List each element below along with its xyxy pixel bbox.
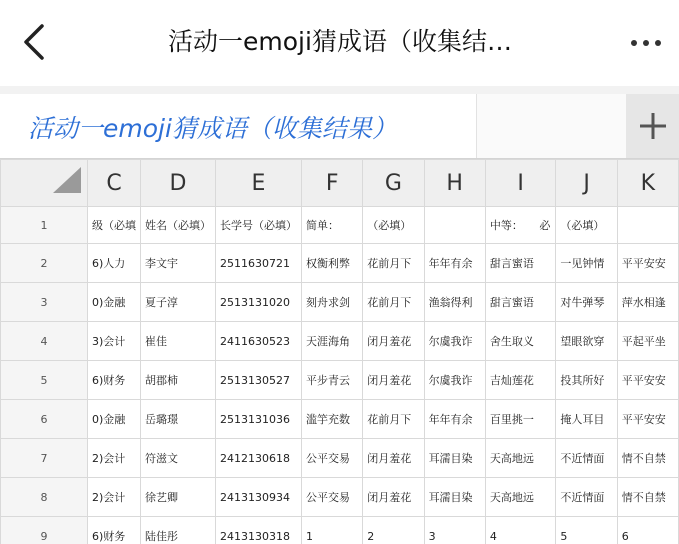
table-cell[interactable]: 对牛弹琴 (556, 283, 617, 322)
table-cell[interactable]: 萍水相逢 (617, 283, 678, 322)
row-header[interactable]: 4 (1, 322, 88, 361)
table-cell[interactable]: 平起平坐 (617, 322, 678, 361)
spreadsheet-table (0, 159, 679, 544)
table-cell[interactable]: 李文宇 (141, 244, 216, 283)
table-row (1, 244, 679, 283)
table-cell[interactable]: （必填） (556, 207, 617, 244)
table-cell[interactable]: 2411630523 (216, 322, 302, 361)
table-cell[interactable]: 胡郡柿 (141, 361, 216, 400)
chevron-left-icon[interactable] (18, 22, 52, 62)
table-cell[interactable]: 尔虞我诈 (424, 322, 485, 361)
row-header[interactable]: 5 (1, 361, 88, 400)
table-cell[interactable]: 花前月下 (363, 244, 424, 283)
table-cell[interactable]: 天高地远 (485, 439, 556, 478)
row-header[interactable]: 1 (1, 207, 88, 244)
table-cell[interactable]: 吉灿莲花 (485, 361, 556, 400)
sheet-tab[interactable] (0, 94, 477, 158)
table-cell[interactable]: 尔虞我诈 (424, 361, 485, 400)
table-cell[interactable]: 情不自禁 (617, 439, 678, 478)
table-cell[interactable]: 滥竽充数 (302, 400, 363, 439)
table-row (1, 439, 679, 478)
table-cell[interactable]: 2513131020 (216, 283, 302, 322)
table-cell[interactable]: 平平安安 (617, 400, 678, 439)
table-cell[interactable]: 不近情面 (556, 439, 617, 478)
table-cell[interactable]: 2511630721 (216, 244, 302, 283)
table-cell[interactable]: 中等： 必 (485, 207, 556, 244)
table-cell[interactable]: 甜言蜜语 (485, 283, 556, 322)
table-cell[interactable]: 花前月下 (363, 283, 424, 322)
sheet-tab-label: 活动一emoji猜成语（收集结果） (28, 109, 397, 145)
table-cell[interactable]: 一见钟情 (556, 244, 617, 283)
table-cell[interactable]: 年年有余 (424, 244, 485, 283)
table-cell[interactable]: 4 (485, 517, 556, 544)
table-row (1, 478, 679, 517)
table-cell[interactable]: 闭月羞花 (363, 478, 424, 517)
table-cell[interactable]: 崔佳 (141, 322, 216, 361)
table-cell[interactable]: 夏子淳 (141, 283, 216, 322)
table-cell[interactable]: 掩人耳目 (556, 400, 617, 439)
table-cell[interactable]: （必填） (363, 207, 424, 244)
table-cell[interactable]: 百里挑一 (485, 400, 556, 439)
table-cell[interactable]: 徐艺卿 (141, 478, 216, 517)
table-cell[interactable]: 2412130618 (216, 439, 302, 478)
table-cell[interactable]: 0)金融 (88, 283, 141, 322)
table-cell[interactable]: 平平安安 (617, 244, 678, 283)
column-header-f[interactable]: F (302, 160, 363, 207)
table-cell[interactable]: 甜言蜜语 (485, 244, 556, 283)
row-header[interactable]: 8 (1, 478, 88, 517)
table-cell[interactable]: 6)财务 (88, 361, 141, 400)
table-cell[interactable]: 符滋文 (141, 439, 216, 478)
table-cell[interactable]: 3 (424, 517, 485, 544)
table-cell[interactable]: 闭月羞花 (363, 322, 424, 361)
table-cell[interactable] (617, 207, 678, 244)
table-cell[interactable]: 1 (302, 517, 363, 544)
row-header[interactable]: 2 (1, 244, 88, 283)
table-cell[interactable]: 6)人力 (88, 244, 141, 283)
page-title: 活动一emoji猜成语（收集结… (90, 22, 590, 58)
table-cell[interactable]: 长学号（必填） (216, 207, 302, 244)
table-cell[interactable]: 6)财务 (88, 517, 141, 544)
table-cell[interactable]: 闭月羞花 (363, 439, 424, 478)
column-header-g[interactable]: G (363, 160, 424, 207)
table-cell[interactable]: 陆佳彤 (141, 517, 216, 544)
column-header-c[interactable]: C (88, 160, 141, 207)
column-header-d[interactable]: D (141, 160, 216, 207)
more-horizontal-icon[interactable] (626, 28, 666, 58)
table-cell[interactable]: 简单： (302, 207, 363, 244)
table-cell[interactable]: 情不自禁 (617, 478, 678, 517)
table-cell[interactable]: 岳璐璟 (141, 400, 216, 439)
spreadsheet-grid (0, 158, 679, 544)
table-cell[interactable]: 不近情面 (556, 478, 617, 517)
table-cell[interactable]: 2413130934 (216, 478, 302, 517)
table-cell[interactable]: 花前月下 (363, 400, 424, 439)
table-cell[interactable]: 年年有余 (424, 400, 485, 439)
table-row (1, 322, 679, 361)
table-cell[interactable]: 2413130318 (216, 517, 302, 544)
table-row (1, 283, 679, 322)
table-cell[interactable]: 平步青云 (302, 361, 363, 400)
table-cell[interactable]: 姓名（必填） (141, 207, 216, 244)
table-cell[interactable]: 2513130527 (216, 361, 302, 400)
table-cell[interactable]: 2)会计 (88, 478, 141, 517)
plus-icon (626, 94, 679, 158)
column-header-k[interactable]: K (617, 160, 678, 207)
table-cell[interactable]: 3)会计 (88, 322, 141, 361)
sheet-tab-bar (0, 94, 679, 158)
table-row (1, 207, 679, 244)
select-all-corner[interactable] (1, 160, 88, 207)
row-header[interactable]: 3 (1, 283, 88, 322)
table-cell[interactable]: 耳濡目染 (424, 478, 485, 517)
table-cell[interactable]: 2513131036 (216, 400, 302, 439)
column-header-j[interactable]: J (556, 160, 617, 207)
column-header-i[interactable]: I (485, 160, 556, 207)
table-cell[interactable]: 天高地远 (485, 478, 556, 517)
table-cell[interactable]: 0)金融 (88, 400, 141, 439)
table-cell[interactable]: 公平交易 (302, 478, 363, 517)
table-cell[interactable]: 耳濡目染 (424, 439, 485, 478)
table-cell[interactable]: 刻舟求剑 (302, 283, 363, 322)
row-header[interactable]: 6 (1, 400, 88, 439)
table-cell[interactable]: 2 (363, 517, 424, 544)
column-header-e[interactable]: E (216, 160, 302, 207)
table-cell[interactable]: 平平安安 (617, 361, 678, 400)
table-cell[interactable]: 闭月羞花 (363, 361, 424, 400)
table-cell[interactable]: 渔翁得利 (424, 283, 485, 322)
table-cell[interactable]: 舍生取义 (485, 322, 556, 361)
table-cell[interactable]: 望眼欲穿 (556, 322, 617, 361)
table-cell[interactable]: 权衡利弊 (302, 244, 363, 283)
table-cell[interactable]: 5 (556, 517, 617, 544)
table-cell[interactable]: 2)会计 (88, 439, 141, 478)
add-sheet-button[interactable] (626, 94, 679, 158)
table-cell[interactable] (424, 207, 485, 244)
table-row (1, 361, 679, 400)
top-bar (0, 0, 679, 86)
table-cell[interactable]: 级（必填 (88, 207, 141, 244)
header-divider (0, 86, 679, 94)
table-cell[interactable]: 天涯海角 (302, 322, 363, 361)
column-header-h[interactable]: H (424, 160, 485, 207)
column-header-row (1, 160, 679, 207)
row-header[interactable]: 7 (1, 439, 88, 478)
table-cell[interactable]: 投其所好 (556, 361, 617, 400)
table-cell[interactable]: 6 (617, 517, 678, 544)
row-header[interactable]: 9 (1, 517, 88, 544)
table-cell[interactable]: 公平交易 (302, 439, 363, 478)
table-row (1, 400, 679, 439)
corner-triangle-icon (1, 160, 87, 200)
table-row (1, 517, 679, 544)
